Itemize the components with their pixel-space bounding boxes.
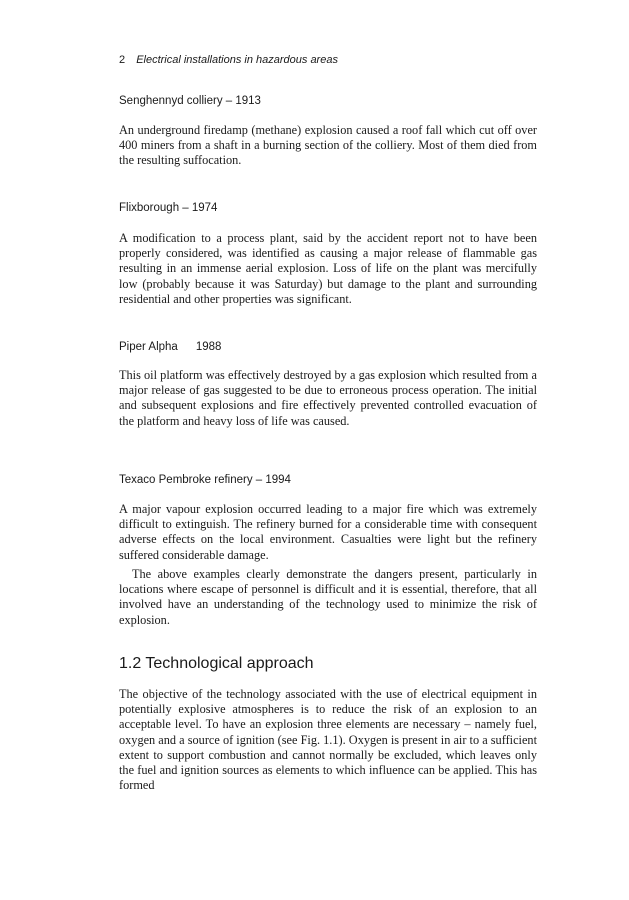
heading-senghenydd: Senghennyd colliery – 1913 (119, 95, 261, 107)
heading-texaco: Texaco Pembroke refinery – 1994 (119, 474, 291, 486)
piper-alpha-year: 1988 (195, 341, 222, 353)
page-number: 2 (119, 54, 126, 66)
running-header (119, 54, 338, 66)
paragraph-flixborough: A modification to a process plant, said by the accident report not to have been properly considered, was identified as causing a major release of flammable gas resulting in an immense aerial explosion. Loss of life on the plant was mercifully low (probably because it was Saturday) but damage to the plant and surrounding residential and other properties was significant. (119, 231, 537, 306)
paragraph-senghenydd: An underground firedamp (methane) explosion caused a roof fall which cut off over 400 miners from a shaft in a burning section of the colliery. Most of them died from the resulting suffocation. (119, 123, 537, 168)
section-heading-technological-approach: 1.2 Technological approach (119, 655, 314, 672)
paragraph-piper-alpha: This oil platform was effectively destroyed by a gas explosion which resulted from a major release of gas suggested to be due to erroneous process operation. The initial and subsequent explosions and fire effectively prevented controlled evacuation of the platform and heavy loss of life was caused. (119, 368, 537, 428)
heading-flixborough: Flixborough – 1974 (119, 202, 218, 214)
paragraph-texaco: A major vapour explosion occurred leading to a major fire which was extremely difficult to extinguish. The refinery burned for a considerable time with consequent adverse effects on the local environment. Casualties were light but the refinery suffered considerable damage. (119, 502, 537, 562)
book-title: Electrical installations in hazardous areas (136, 54, 338, 66)
piper-alpha-name: Piper Alpha (119, 341, 178, 353)
paragraph-summary: The above examples clearly demonstrate the dangers present, particularly in locations where escape of personnel is difficult and it is essential, therefore, that all involved have an understanding of the technology used to minimize the risk of explosion. (119, 567, 537, 627)
heading-piper-alpha (119, 341, 221, 353)
paragraph-technological-approach: The objective of the technology associated with the use of electrical equipment in potentially explosive atmospheres is to reduce the risk of an explosion to an acceptable level. To have an explosion three elements are necessary – namely fuel, oxygen and a source of ignition (see Fig. 1.1). Oxygen is present in air to a sufficient extent to support combustion and cannot normally be excluded, which leaves only the fuel and ignition sources as elements to which influence can be applied. This has formed (119, 687, 537, 793)
